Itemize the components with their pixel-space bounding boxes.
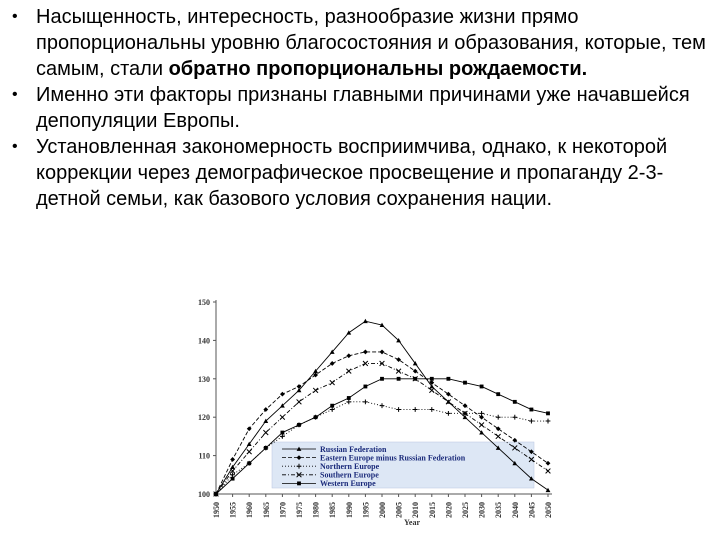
data-point (463, 381, 467, 385)
data-point (330, 407, 335, 412)
x-tick-label: 2025 (461, 502, 470, 518)
x-tick-label: 2030 (477, 502, 487, 518)
bullet-1-bold-text: обратно пропорциональны рождаемости. (168, 58, 588, 80)
data-point (413, 377, 417, 381)
data-point (230, 457, 235, 462)
bullet-item-3 (8, 134, 712, 212)
data-point (363, 350, 368, 355)
bullet-3-text: Установленная закономерность восприимчива, однако, к некоторой коррекции через демографическое просвещение и пропаганду 2-3-детной семьи, как базового условия сохранения нации. (36, 136, 668, 210)
data-point (347, 396, 351, 400)
x-tick-label: 2040 (510, 502, 520, 518)
data-point (314, 415, 318, 419)
data-point (346, 330, 351, 334)
x-tick-label: 1985 (328, 502, 338, 518)
data-point (247, 461, 251, 465)
data-point (380, 377, 384, 381)
bullet-list (8, 4, 712, 212)
x-tick-label: 2050 (544, 502, 553, 518)
data-point (397, 377, 401, 381)
x-tick-label: 2020 (444, 502, 454, 518)
legend-label: Eastern Europe minus Russian Federation (320, 453, 466, 463)
x-tick-label: 1990 (344, 502, 354, 518)
data-point (380, 403, 385, 408)
chart-legend (272, 442, 534, 488)
bullet-1-text: Насыщенность, интересность, разнообразие жизни прямо пропорциональны уровню благосостояния и образования, которые, тем самым, стали (36, 6, 706, 80)
data-point (297, 423, 301, 427)
data-point (529, 408, 533, 412)
data-point (446, 377, 450, 381)
legend-label: Russian Federation (320, 444, 387, 454)
data-point (546, 411, 550, 415)
legend-label: Northern Europe (320, 462, 380, 471)
data-point (529, 419, 534, 424)
data-point (479, 422, 484, 427)
legend-label: Western Europe (320, 479, 376, 489)
x-tick-label: 1960 (245, 502, 255, 518)
data-point (546, 488, 551, 492)
data-point (363, 399, 368, 404)
x-tick-label: 2045 (527, 502, 537, 518)
x-axis-title: Year (404, 518, 420, 527)
bullet-2-text: Именно эти факторы признаны главными причинами уже начавшейся депопуляции Европы. (36, 84, 690, 132)
y-tick-label: 150 (198, 298, 210, 307)
data-point (363, 361, 368, 366)
data-point (429, 407, 434, 412)
legend-marker (297, 481, 301, 485)
data-point (396, 407, 401, 412)
chart-tick-labels (198, 298, 553, 527)
bullet-marker: • (12, 138, 18, 155)
data-point (280, 431, 284, 435)
x-tick-label: 2035 (494, 502, 504, 518)
y-tick-label: 110 (198, 451, 210, 461)
data-point (496, 434, 501, 439)
data-point (280, 415, 285, 420)
data-point (264, 446, 268, 450)
x-tick-label: 1965 (261, 502, 271, 518)
x-tick-label: 1975 (295, 502, 304, 518)
data-point (247, 449, 252, 454)
bullet-item-1 (8, 4, 712, 82)
x-tick-label: 1955 (228, 502, 238, 518)
data-point (280, 392, 285, 397)
data-point (430, 377, 434, 381)
data-point (346, 353, 351, 358)
y-tick-label: 120 (198, 413, 210, 423)
bullet-marker: • (12, 86, 18, 103)
data-point (546, 419, 551, 424)
y-tick-label: 100 (198, 490, 210, 499)
x-tick-label: 2015 (427, 502, 437, 518)
bullet-marker: • (12, 8, 18, 25)
x-tick-label: 1970 (278, 502, 288, 518)
data-point (479, 411, 484, 416)
x-tick-label: 1950 (212, 502, 221, 518)
data-point (297, 399, 302, 404)
data-point (263, 430, 268, 435)
data-point (346, 399, 351, 404)
data-point (429, 388, 434, 393)
population-line-chart (180, 292, 560, 528)
data-point (330, 404, 334, 408)
data-point (313, 388, 318, 393)
legend-label: Southern Europe (320, 470, 379, 480)
data-point (512, 415, 517, 420)
data-point (363, 385, 367, 389)
y-tick-label: 140 (198, 336, 210, 346)
x-tick-label: 1995 (361, 502, 371, 518)
data-point (231, 477, 235, 481)
data-point (446, 411, 451, 416)
data-point (496, 415, 501, 420)
x-tick-label: 2010 (411, 502, 421, 518)
data-point (496, 392, 500, 396)
data-point (513, 400, 517, 404)
x-tick-label: 2000 (378, 502, 387, 518)
bullet-item-2 (8, 82, 712, 134)
x-tick-label: 2005 (394, 502, 404, 518)
x-tick-label: 1980 (311, 502, 321, 518)
data-point (546, 469, 551, 474)
data-point (413, 407, 418, 412)
data-point (346, 369, 351, 374)
data-point (214, 492, 218, 496)
data-point (380, 350, 385, 355)
data-point (330, 380, 335, 385)
y-tick-label: 130 (198, 374, 210, 384)
data-point (363, 319, 368, 323)
data-point (396, 369, 401, 374)
data-point (480, 385, 484, 389)
